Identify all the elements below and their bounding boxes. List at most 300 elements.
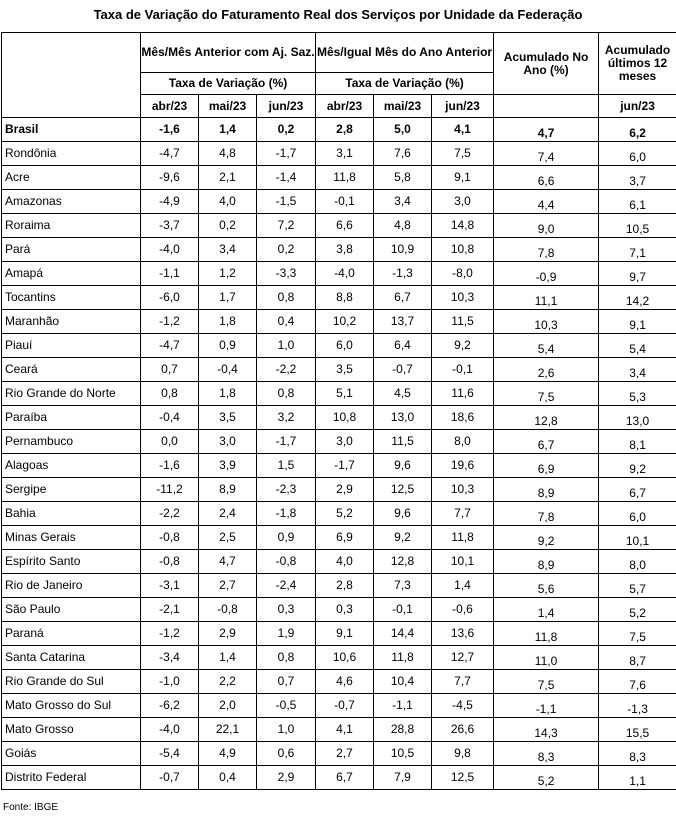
value-cell: 3,5: [199, 406, 257, 430]
value-cell: 6,9: [316, 526, 374, 550]
value-cell: 6,7: [374, 286, 432, 310]
value-cell: 0,2: [257, 118, 316, 142]
data-table: [1, 32, 676, 790]
header-group-month-over-month: Mês/Mês Anterior com Aj. Saz.: [141, 33, 316, 73]
value-cell: 7,5: [494, 670, 599, 694]
value-cell: 0,3: [316, 598, 374, 622]
value-cell: 9,8: [432, 742, 494, 766]
header-last-month: jun/23: [599, 95, 676, 118]
table-row: [2, 502, 676, 526]
value-cell: 8,7: [599, 646, 676, 670]
value-cell: 6,0: [599, 502, 676, 526]
value-cell: 7,8: [494, 502, 599, 526]
value-cell: -0,8: [199, 598, 257, 622]
value-cell: 10,4: [374, 670, 432, 694]
value-cell: 8,3: [599, 742, 676, 766]
state-name-cell: Rio de Janeiro: [2, 574, 141, 598]
value-cell: 0,9: [257, 526, 316, 550]
value-cell: 6,7: [494, 430, 599, 454]
header-blank-cell: [2, 33, 141, 118]
value-cell: -3,4: [141, 646, 199, 670]
value-cell: 5,2: [494, 766, 599, 790]
value-cell: 2,4: [199, 502, 257, 526]
state-name-cell: Distrito Federal: [2, 766, 141, 790]
value-cell: 11,0: [494, 646, 599, 670]
value-cell: -9,6: [141, 166, 199, 190]
table-row: [2, 358, 676, 382]
value-cell: 11,5: [374, 430, 432, 454]
value-cell: 9,1: [316, 622, 374, 646]
value-cell: 10,1: [432, 550, 494, 574]
value-cell: -4,7: [141, 334, 199, 358]
value-cell: 12,8: [374, 550, 432, 574]
value-cell: 1,4: [199, 646, 257, 670]
value-cell: 2,7: [199, 574, 257, 598]
value-cell: 4,0: [316, 550, 374, 574]
value-cell: 7,2: [257, 214, 316, 238]
value-cell: -1,6: [141, 118, 199, 142]
value-cell: 4,5: [374, 382, 432, 406]
value-cell: -4,0: [141, 718, 199, 742]
value-cell: 3,5: [316, 358, 374, 382]
table-row: [2, 214, 676, 238]
value-cell: 12,8: [494, 406, 599, 430]
value-cell: 8,9: [199, 478, 257, 502]
table-row: [2, 334, 676, 358]
value-cell: -5,4: [141, 742, 199, 766]
header-rate-label-1: Taxa de Variação (%): [141, 73, 316, 95]
table-row: [2, 454, 676, 478]
header-accumulated-year: Acumulado No Ano (%): [494, 33, 599, 95]
value-cell: 4,7: [199, 550, 257, 574]
value-cell: 8,8: [316, 286, 374, 310]
value-cell: 3,8: [316, 238, 374, 262]
value-cell: 5,2: [316, 502, 374, 526]
value-cell: 1,1: [599, 766, 676, 790]
value-cell: 0,8: [257, 382, 316, 406]
value-cell: -1,2: [141, 622, 199, 646]
value-cell: 3,9: [199, 454, 257, 478]
value-cell: 2,8: [316, 574, 374, 598]
value-cell: 0,8: [141, 382, 199, 406]
header-month: jun/23: [257, 95, 316, 118]
state-name-cell: Sergipe: [2, 478, 141, 502]
state-name-cell: Piauí: [2, 334, 141, 358]
value-cell: 0,2: [257, 238, 316, 262]
value-cell: 8,0: [432, 430, 494, 454]
value-cell: 6,2: [599, 118, 676, 142]
state-name-cell: Mato Grosso: [2, 718, 141, 742]
value-cell: -1,6: [141, 454, 199, 478]
value-cell: 5,6: [494, 574, 599, 598]
value-cell: -2,4: [257, 574, 316, 598]
state-name-cell: Goiás: [2, 742, 141, 766]
value-cell: 10,6: [316, 646, 374, 670]
value-cell: 1,4: [494, 598, 599, 622]
table-title: Taxa de Variação do Faturamento Real dos Serviços por Unidade da Federação: [93, 7, 583, 22]
state-name-cell: Roraima: [2, 214, 141, 238]
table-row: [2, 646, 676, 670]
value-cell: 10,3: [494, 310, 599, 334]
value-cell: 1,9: [257, 622, 316, 646]
value-cell: 11,8: [316, 166, 374, 190]
value-cell: 0,7: [257, 670, 316, 694]
value-cell: 4,4: [494, 190, 599, 214]
value-cell: 7,7: [432, 670, 494, 694]
value-cell: -0,7: [141, 766, 199, 790]
value-cell: 9,0: [494, 214, 599, 238]
header-blank-month: [494, 95, 599, 118]
value-cell: 6,7: [316, 766, 374, 790]
value-cell: 11,8: [374, 646, 432, 670]
value-cell: 7,6: [599, 670, 676, 694]
value-cell: 1,0: [257, 718, 316, 742]
value-cell: 11,6: [432, 382, 494, 406]
state-name-cell: Mato Grosso do Sul: [2, 694, 141, 718]
value-cell: -1,4: [257, 166, 316, 190]
value-cell: 6,6: [316, 214, 374, 238]
value-cell: 13,0: [599, 406, 676, 430]
value-cell: 0,6: [257, 742, 316, 766]
state-name-cell: Bahia: [2, 502, 141, 526]
value-cell: 7,8: [494, 238, 599, 262]
value-cell: 2,0: [199, 694, 257, 718]
value-cell: 2,9: [257, 766, 316, 790]
value-cell: -0,4: [199, 358, 257, 382]
value-cell: -0,8: [141, 550, 199, 574]
value-cell: 7,1: [599, 238, 676, 262]
value-cell: 3,2: [257, 406, 316, 430]
state-name-cell: Maranhão: [2, 310, 141, 334]
value-cell: 3,4: [199, 238, 257, 262]
header-month: jun/23: [432, 95, 494, 118]
value-cell: 9,6: [374, 502, 432, 526]
value-cell: -2,3: [257, 478, 316, 502]
value-cell: 11,8: [494, 622, 599, 646]
value-cell: 8,9: [494, 478, 599, 502]
header-accumulated-12-months: Acumulado últimos 12 meses: [599, 33, 676, 95]
value-cell: 5,1: [316, 382, 374, 406]
value-cell: 26,6: [432, 718, 494, 742]
value-cell: 13,7: [374, 310, 432, 334]
value-cell: 0,8: [257, 646, 316, 670]
table-row: [2, 430, 676, 454]
value-cell: -1,1: [374, 694, 432, 718]
value-cell: 4,6: [316, 670, 374, 694]
state-name-cell: Espírito Santo: [2, 550, 141, 574]
value-cell: 10,1: [599, 526, 676, 550]
value-cell: -3,7: [141, 214, 199, 238]
state-name-cell: Rondônia: [2, 142, 141, 166]
table-row: [2, 190, 676, 214]
value-cell: -1,7: [257, 430, 316, 454]
table-row: [2, 382, 676, 406]
state-name-cell: Minas Gerais: [2, 526, 141, 550]
table-row: [2, 718, 676, 742]
value-cell: -2,2: [257, 358, 316, 382]
value-cell: 10,9: [374, 238, 432, 262]
value-cell: 7,4: [494, 142, 599, 166]
value-cell: 0,0: [141, 430, 199, 454]
table-row: [2, 142, 676, 166]
state-name-cell: Paraíba: [2, 406, 141, 430]
value-cell: 4,1: [432, 118, 494, 142]
value-cell: 3,1: [316, 142, 374, 166]
state-name-cell: Alagoas: [2, 454, 141, 478]
value-cell: 4,9: [199, 742, 257, 766]
value-cell: 8,0: [599, 550, 676, 574]
state-name-cell: Rio Grande do Norte: [2, 382, 141, 406]
value-cell: -0,1: [432, 358, 494, 382]
state-name-cell: Tocantins: [2, 286, 141, 310]
table-row: [2, 478, 676, 502]
value-cell: 3,4: [599, 358, 676, 382]
value-cell: 1,4: [199, 118, 257, 142]
value-cell: 9,7: [599, 262, 676, 286]
value-cell: 14,3: [494, 718, 599, 742]
table-row: [2, 166, 676, 190]
value-cell: 9,2: [599, 454, 676, 478]
value-cell: -1,8: [257, 502, 316, 526]
value-cell: 28,8: [374, 718, 432, 742]
value-cell: 1,5: [257, 454, 316, 478]
value-cell: -0,1: [316, 190, 374, 214]
state-name-cell: Santa Catarina: [2, 646, 141, 670]
value-cell: 10,3: [432, 478, 494, 502]
value-cell: 12,5: [374, 478, 432, 502]
value-cell: 9,6: [374, 454, 432, 478]
table-header: [2, 33, 676, 118]
value-cell: 8,9: [494, 550, 599, 574]
value-cell: 7,9: [374, 766, 432, 790]
value-cell: 6,7: [599, 478, 676, 502]
value-cell: -1,3: [599, 694, 676, 718]
value-cell: 2,9: [316, 478, 374, 502]
value-cell: -1,7: [257, 142, 316, 166]
value-cell: 5,7: [599, 574, 676, 598]
state-name-cell: Ceará: [2, 358, 141, 382]
value-cell: 2,1: [199, 166, 257, 190]
table-row: [2, 262, 676, 286]
value-cell: -11,2: [141, 478, 199, 502]
value-cell: -6,0: [141, 286, 199, 310]
value-cell: 4,1: [316, 718, 374, 742]
value-cell: 3,0: [432, 190, 494, 214]
value-cell: 2,6: [494, 358, 599, 382]
value-cell: -0,7: [374, 358, 432, 382]
state-name-cell: Amapá: [2, 262, 141, 286]
value-cell: 13,6: [432, 622, 494, 646]
value-cell: 15,5: [599, 718, 676, 742]
value-cell: 3,7: [599, 166, 676, 190]
table-row: [2, 766, 676, 790]
value-cell: -1,5: [257, 190, 316, 214]
value-cell: -0,9: [494, 262, 599, 286]
value-cell: 7,5: [599, 622, 676, 646]
value-cell: -0,1: [374, 598, 432, 622]
value-cell: 22,1: [199, 718, 257, 742]
value-cell: -0,5: [257, 694, 316, 718]
value-cell: -0,4: [141, 406, 199, 430]
table-row: [2, 526, 676, 550]
value-cell: 0,3: [257, 598, 316, 622]
state-name-cell: Pernambuco: [2, 430, 141, 454]
header-month: abr/23: [141, 95, 199, 118]
table-row: [2, 742, 676, 766]
value-cell: -1,1: [494, 694, 599, 718]
state-name-cell: Brasil: [2, 118, 141, 142]
value-cell: -1,7: [316, 454, 374, 478]
value-cell: -4,0: [316, 262, 374, 286]
value-cell: 3,0: [199, 430, 257, 454]
header-month: abr/23: [316, 95, 374, 118]
state-name-cell: Rio Grande do Sul: [2, 670, 141, 694]
value-cell: 6,1: [599, 190, 676, 214]
value-cell: 2,8: [316, 118, 374, 142]
value-cell: -1,2: [141, 310, 199, 334]
value-cell: -0,6: [432, 598, 494, 622]
value-cell: 5,2: [599, 598, 676, 622]
value-cell: 18,6: [432, 406, 494, 430]
value-cell: 8,1: [599, 430, 676, 454]
state-name-cell: São Paulo: [2, 598, 141, 622]
value-cell: -0,8: [141, 526, 199, 550]
value-cell: 0,9: [199, 334, 257, 358]
value-cell: 5,0: [374, 118, 432, 142]
table-row: [2, 694, 676, 718]
value-cell: 4,0: [199, 190, 257, 214]
value-cell: 2,7: [316, 742, 374, 766]
value-cell: -1,1: [141, 262, 199, 286]
value-cell: -4,5: [432, 694, 494, 718]
value-cell: 7,7: [432, 502, 494, 526]
header-group-year-over-year: Mês/Igual Mês do Ano Anterior: [316, 33, 494, 73]
table-row: [2, 574, 676, 598]
value-cell: -3,3: [257, 262, 316, 286]
value-cell: 9,1: [599, 310, 676, 334]
header-month: mai/23: [199, 95, 257, 118]
value-cell: 10,2: [316, 310, 374, 334]
value-cell: 4,7: [494, 118, 599, 142]
value-cell: 2,2: [199, 670, 257, 694]
value-cell: 6,4: [374, 334, 432, 358]
value-cell: 7,5: [494, 382, 599, 406]
value-cell: 11,5: [432, 310, 494, 334]
value-cell: 0,8: [257, 286, 316, 310]
value-cell: -6,2: [141, 694, 199, 718]
value-cell: 4,8: [374, 214, 432, 238]
value-cell: 5,4: [494, 334, 599, 358]
value-cell: 6,0: [599, 142, 676, 166]
value-cell: 6,9: [494, 454, 599, 478]
value-cell: 3,4: [374, 190, 432, 214]
value-cell: 7,6: [374, 142, 432, 166]
value-cell: 5,4: [599, 334, 676, 358]
value-cell: 2,5: [199, 526, 257, 550]
value-cell: -2,2: [141, 502, 199, 526]
table-row: [2, 406, 676, 430]
value-cell: 1,7: [199, 286, 257, 310]
state-name-cell: Pará: [2, 238, 141, 262]
value-cell: 5,3: [599, 382, 676, 406]
table-row: [2, 550, 676, 574]
value-cell: 1,4: [432, 574, 494, 598]
value-cell: 9,2: [374, 526, 432, 550]
value-cell: 4,8: [199, 142, 257, 166]
table-row: [2, 238, 676, 262]
value-cell: -1,3: [374, 262, 432, 286]
value-cell: 7,5: [432, 142, 494, 166]
header-rate-label-2: Taxa de Variação (%): [316, 73, 494, 95]
value-cell: 3,0: [316, 430, 374, 454]
value-cell: 6,6: [494, 166, 599, 190]
value-cell: 10,8: [432, 238, 494, 262]
state-name-cell: Amazonas: [2, 190, 141, 214]
value-cell: 0,4: [199, 766, 257, 790]
value-cell: 12,7: [432, 646, 494, 670]
state-name-cell: Paraná: [2, 622, 141, 646]
value-cell: -4,9: [141, 190, 199, 214]
table-row: [2, 670, 676, 694]
value-cell: -1,0: [141, 670, 199, 694]
value-cell: 10,5: [599, 214, 676, 238]
value-cell: -3,1: [141, 574, 199, 598]
value-cell: 12,5: [432, 766, 494, 790]
value-cell: 14,2: [599, 286, 676, 310]
table-body: [2, 118, 676, 790]
value-cell: 1,8: [199, 382, 257, 406]
value-cell: 0,7: [141, 358, 199, 382]
value-cell: 13,0: [374, 406, 432, 430]
table-row: [2, 286, 676, 310]
table-row: [2, 118, 676, 142]
value-cell: 9,2: [432, 334, 494, 358]
header-month: mai/23: [374, 95, 432, 118]
value-cell: 5,8: [374, 166, 432, 190]
source-note: Fonte: IBGE: [3, 802, 59, 813]
table-row: [2, 598, 676, 622]
value-cell: 14,8: [432, 214, 494, 238]
value-cell: -8,0: [432, 262, 494, 286]
value-cell: 9,1: [432, 166, 494, 190]
value-cell: 1,8: [199, 310, 257, 334]
value-cell: -0,8: [257, 550, 316, 574]
state-name-cell: Acre: [2, 166, 141, 190]
value-cell: 8,3: [494, 742, 599, 766]
value-cell: -0,7: [316, 694, 374, 718]
table-row: [2, 622, 676, 646]
value-cell: 19,6: [432, 454, 494, 478]
value-cell: 0,4: [257, 310, 316, 334]
value-cell: 14,4: [374, 622, 432, 646]
value-cell: 6,0: [316, 334, 374, 358]
value-cell: -2,1: [141, 598, 199, 622]
value-cell: 0,2: [199, 214, 257, 238]
value-cell: 2,9: [199, 622, 257, 646]
value-cell: 10,5: [374, 742, 432, 766]
value-cell: 11,1: [494, 286, 599, 310]
value-cell: 7,3: [374, 574, 432, 598]
value-cell: -4,0: [141, 238, 199, 262]
value-cell: 1,2: [199, 262, 257, 286]
value-cell: 9,2: [494, 526, 599, 550]
value-cell: 10,3: [432, 286, 494, 310]
table-row: [2, 310, 676, 334]
value-cell: 10,8: [316, 406, 374, 430]
value-cell: -4,7: [141, 142, 199, 166]
value-cell: 11,8: [432, 526, 494, 550]
value-cell: 1,0: [257, 334, 316, 358]
